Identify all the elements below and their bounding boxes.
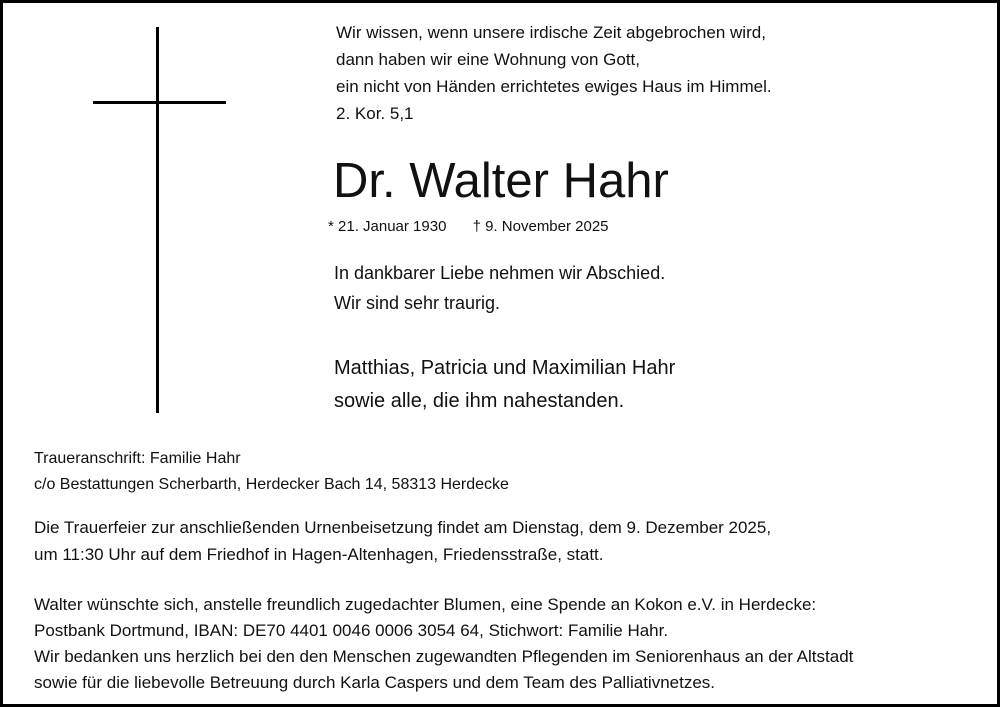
farewell-message (334, 258, 665, 318)
ceremony-line: um 11:30 Uhr auf dem Friedhof in Hagen-Altenhagen, Friedensstraße, statt. (34, 545, 604, 564)
mourners-line: sowie alle, die ihm nahestanden. (334, 390, 625, 412)
death-date: † 9. November 2025 (472, 218, 609, 235)
cross-horizontal-beam (93, 101, 226, 104)
funeral-ceremony-notice (34, 514, 771, 568)
donation-notice (34, 592, 853, 696)
birth-date: * 21. Januar 1930 (328, 218, 447, 235)
verse-line: dann haben wir eine Wohnung von Gott, (336, 50, 641, 69)
verse-reference: 2. Kor. 5,1 (336, 104, 414, 123)
deceased-name: Dr. Walter Hahr (333, 154, 669, 208)
mourning-address (34, 446, 509, 498)
mourners-list (334, 352, 675, 418)
verse-line: Wir wissen, wenn unsere irdische Zeit abgebrochen wird, (336, 23, 766, 42)
donation-line: Postbank Dortmund, IBAN: DE70 4401 0046 0006 3054 64, Stichwort: Familie Hahr. (34, 621, 669, 640)
farewell-line: In dankbarer Liebe nehmen wir Abschied. (334, 263, 666, 283)
verse-line: ein nicht von Händen errichtetes ewiges Haus im Himmel. (336, 77, 772, 96)
life-dates (328, 216, 609, 238)
donation-line: Wir bedanken uns herzlich bei den den Menschen zugewandten Pflegenden im Seniorenhaus an der Altstadt (34, 647, 854, 666)
donation-line: Walter wünschte sich, anstelle freundlich zugedachter Blumen, eine Spende an Kokon e.V. in Herdecke: (34, 595, 817, 614)
ceremony-line: Die Trauerfeier zur anschließenden Urnenbeisetzung findet am Dienstag, dem 9. Dezember 2025, (34, 518, 772, 537)
address-line: Traueranschrift: Familie Hahr (34, 450, 241, 467)
mourners-line: Matthias, Patricia und Maximilian Hahr (334, 357, 676, 379)
address-line: c/o Bestattungen Scherbarth, Herdecker Bach 14, 58313 Herdecke (34, 476, 509, 493)
donation-line: sowie für die liebevolle Betreuung durch Karla Caspers und dem Team des Palliativnetzes. (34, 673, 716, 692)
bible-verse (336, 19, 772, 127)
cross-vertical-beam (156, 27, 159, 413)
farewell-line: Wir sind sehr traurig. (334, 293, 501, 313)
